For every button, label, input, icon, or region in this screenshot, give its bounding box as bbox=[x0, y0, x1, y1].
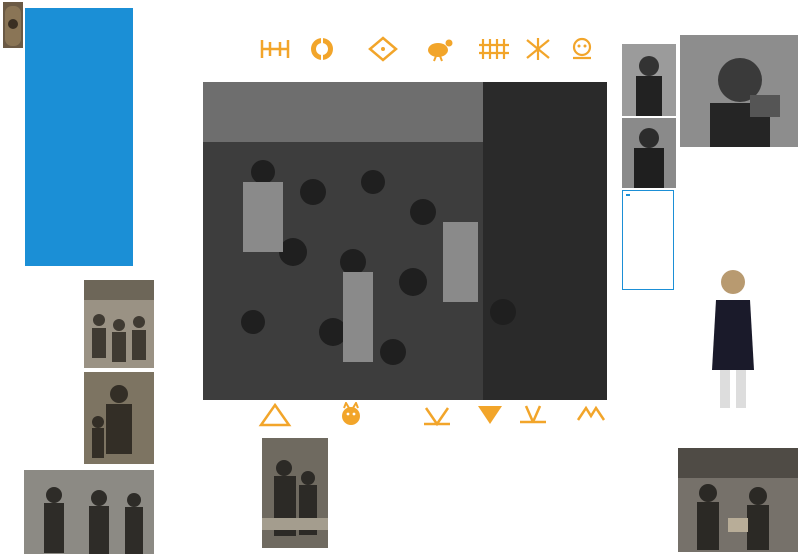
radio-text bbox=[680, 152, 798, 252]
children-photo bbox=[24, 470, 154, 554]
symbol-jail bbox=[477, 36, 511, 69]
intro-box bbox=[25, 8, 133, 266]
officer-icon bbox=[521, 36, 555, 62]
railroad-icon bbox=[258, 36, 292, 62]
man-with-gun-icon bbox=[516, 402, 550, 428]
bad-dog-icon bbox=[574, 402, 608, 428]
danger-icon bbox=[473, 402, 507, 428]
schoolhouse-photo bbox=[84, 280, 154, 368]
radio-photo bbox=[3, 2, 23, 48]
keep-quiet-icon bbox=[366, 36, 400, 62]
quiz-tag bbox=[626, 194, 630, 196]
symbol-kindhearted-woman bbox=[334, 402, 368, 435]
symbol-keep-quiet bbox=[366, 36, 400, 69]
doctor-icon bbox=[565, 36, 599, 62]
family-photo bbox=[84, 372, 154, 464]
dont-give-up-icon bbox=[305, 36, 339, 62]
food-basket-photo bbox=[678, 448, 798, 552]
sports-star-photo-1 bbox=[622, 44, 676, 116]
symbol-railroad bbox=[258, 36, 292, 69]
helping-text bbox=[432, 441, 582, 553]
movies-text bbox=[622, 258, 798, 443]
symbol-tell-pitiful-story bbox=[258, 402, 292, 435]
symbol-telephone bbox=[422, 36, 456, 69]
pitiful-story-icon bbox=[258, 402, 292, 428]
symbol-doctor bbox=[565, 36, 599, 69]
symbol-officer bbox=[521, 36, 555, 69]
safe-camp-icon bbox=[420, 402, 454, 428]
symbol-danger bbox=[473, 402, 507, 435]
symbol-safe-camp bbox=[420, 402, 454, 435]
kindhearted-woman-icon bbox=[334, 402, 368, 428]
sewing-photo bbox=[262, 438, 328, 548]
symbol-bad-dog bbox=[574, 402, 608, 435]
symbol-man-with-gun bbox=[516, 402, 550, 435]
jail-icon bbox=[477, 36, 511, 62]
telephone-icon bbox=[422, 36, 456, 62]
will-rogers-photo bbox=[680, 35, 798, 147]
sports-star-photo-2 bbox=[622, 118, 676, 188]
symbol-dont-give-up bbox=[305, 36, 339, 69]
main-train-photo bbox=[203, 82, 607, 400]
